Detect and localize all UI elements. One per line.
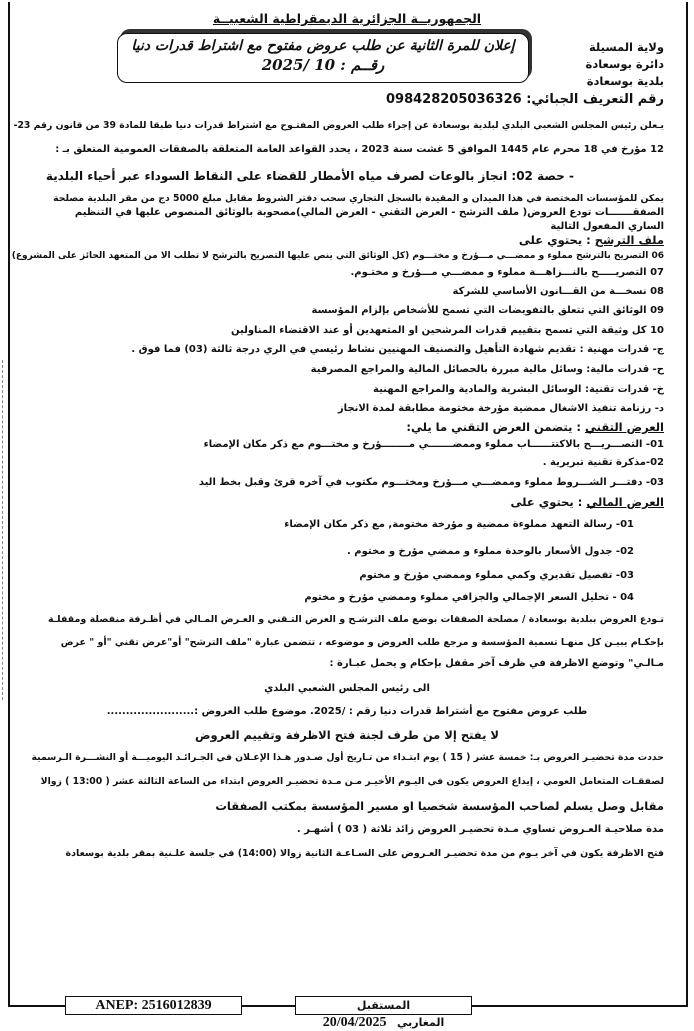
deposit-line: تـودع العروض ببلدية بوسعادة / مصلحة الصفقات بوضع ملف الترشـح و العرض التـقني و العـرض المـالي في أظـرفة منفصلة ومقفلـة — [47, 614, 664, 625]
baladiya-label: بلدية بوسعادة — [586, 74, 664, 88]
financial-heading-suffix: : يحتوي على — [510, 495, 583, 509]
candidacy-item: 06 التصريح بالترشح مملوء و ممضـــي مـــؤرخ و مختـــوم (كل الوثائق التي ينص عليها التصريح بالترشح لا تطلب الا من المتعهد الحائز على المشروع) — [11, 251, 664, 261]
scan-edge-artifact — [2, 360, 4, 700]
intro-line: يـعلن رئيس المجلس الشعبي البلدي لبلدية بوسعادة عن إجراء طلب العروض المفتـوح مع اشتراط قدرات دنيا طبقا للمادة 39 من قانون رقم 23- — [13, 120, 664, 131]
financial-capacity: ح- قدرات مالية: وسائل مالية مبررة بالحصائل المالية والمراجع المصرفية — [310, 364, 664, 375]
publication-date: 20/04/2025 — [322, 1015, 387, 1030]
announcement-number: رقــم : 10 /2025 — [261, 56, 385, 74]
technical-heading-suffix: : يتضمن العرض التقني ما يلي: — [406, 420, 582, 434]
closing-line: لصفقـات المتعامل العومي ، إيداع العروض يكون في اليـوم الأخيـر مـن مـدة تحضيـر العروض ابتداء من الساعة الثالثة عشر ( 13:00 ) زوالا — [40, 776, 664, 787]
financial-item: 01- رسالة التعهد مملوءة ممضية و مؤرخة مختومة, مع ذكر مكان الإمضاء — [284, 519, 634, 530]
announcement-title: إعلان للمرة الثانية عن طلب عروض مفتوح مع اشتراط قدرات دنيا — [131, 38, 515, 54]
candidacy-item: 09 الوثائق التي تتعلق بالتفويضات التي تسمح للأشخاص بإلزام المؤسسة — [311, 305, 664, 316]
deposit-line: مـالـي" وتوضع الاظرفة في ظرف آخر مقفل بإحكام و يحمل عبـارة : — [329, 658, 664, 669]
envelope-warning: لا يفتح إلا من طرف لجنة فتح الاظرفة وتقييم العروض — [195, 728, 499, 742]
technical-capacity: خ- قدرات تقنية: الوسائل البشرية والمادية والمراجع المهنية — [373, 384, 664, 395]
works-schedule: د- رزنامة تنفيذ الاشغال ممضية مؤرخة مختومة مطابقة لمدة الانجاز — [337, 403, 664, 414]
technical-heading-label: العرض التقني — [585, 420, 664, 434]
newspaper-name: المستقبل المغاربي — [356, 999, 445, 1029]
envelope-subject: طلب عروض مفتوح مع أشتراط قدرات دنيا رقم : /2025. موضوع طلب العروض :....................... — [106, 706, 588, 717]
publication-box — [295, 996, 472, 1030]
financial-item: 03- تفصيل تقديري وكمي مملوء وممضي مؤرخ و مختوم — [359, 570, 634, 581]
anep-reference: ANEP: 2516012839 — [65, 996, 242, 1015]
tax-id: رقم التعريف الجبائي: 098428205036326 — [385, 92, 664, 107]
daira-label: دائرة بوسعادة — [585, 57, 664, 71]
financial-item: 02- جدول الأسعار بالوحدة مملوء و ممضي مؤرخ و مختوم . — [346, 546, 634, 557]
availability-line: الصفقـــــــات تودع العروض( ملف الترشح - العرض التقني - العرض المالي)مصحوبة بالوثائق المنصوص عليها في التنظيم — [74, 207, 664, 218]
candidacy-heading-label: ملف الترشح — [594, 233, 664, 247]
technical-item: 01- التصـــريـــح بالاكتتــــــاب مملوء وممضـــــــي مــــــــؤرخ و مختـــوم مع ذكر مكان الإمضاء — [203, 439, 664, 450]
candidacy-heading — [519, 233, 664, 247]
intro-line: 12 مؤرخ في 18 محرم عام 1445 الموافق 5 غشت سنة 2023 ، يحدد القواعد العامة المتعلقة بالصفقات العمومية المتعلق بـ : — [55, 144, 664, 155]
availability-line: الساري المفعول التالية — [550, 221, 664, 232]
announcement-banner — [117, 33, 529, 83]
professional-capacity: ج- قدرات مهنية : تقديم شهادة التأهيل والتصنيف المهنيين نشاط رئيسي في الري درجة ثالثة (03) فما فوق . — [131, 344, 664, 355]
financial-item: 04 - تحليل السعر الإجمالي والجزافي مملوء وممضي مؤرخ و مختوم — [304, 592, 634, 603]
candidacy-item: 10 كل وثيقة التي تسمح بتقييم قدرات المرشحين او المتعهدين أو عند الاقتضاء المناولين — [230, 325, 664, 336]
republic-title: الجمهوريــة الجزائرية الديمقراطية الشعبيــة — [212, 11, 482, 26]
closing-line: فتح الاظرفة يكون في آخر يـوم من مدة تحضيـر العـروض على السـاعـة الثانية زوالا (14:00) في جلسة علـنية بمقر بلدية بوسعادة — [65, 848, 664, 859]
deposit-line: بإحكـام يبيـن كل منهـا تسمية المؤسسة و مرجع طلب العروض و موضوعه ، تتضمن عبارة "ملف الترشح" أو"عرض تقني "أو " عرض — [60, 637, 664, 648]
candidacy-item: 08 نسخـــة من القـــانون الأساسي للشركة — [452, 286, 664, 297]
wilaya-label: ولاية المسيلة — [588, 40, 664, 54]
financial-heading-label: العرض المالي — [586, 495, 664, 509]
envelope-recipient: الى رئيس المجلس الشعبي البلدي — [264, 683, 430, 694]
financial-heading — [511, 495, 664, 509]
closing-line: مدة صلاحيـة العـروض تساوي مـدة تحضيـر العروض زائد ثلاثة ( 03 ) أشهـر . — [296, 824, 664, 835]
availability-line: يمكن للمؤسسات المختصة في هذا الميدان و المقيدة بالسجل التجاري سحب دفتر الشروط مقابل مبلغ 5000 دج من مقر البلدية مصلحة — [53, 193, 664, 204]
technical-heading — [406, 420, 664, 434]
technical-item: 02-مذكرة تقنية تبريرية . — [542, 457, 664, 468]
technical-item: 03- دفتـــر الشـــروط مملوء وممضـــي مـــؤرخ ومختـــوم مكتوب في آخره قرئ وقبل بخط اليد — [198, 477, 664, 488]
closing-line: مقابل وصل يسلم لصاحب المؤسسة شخصيا او مسير المؤسسة بمكتب الصفقات — [215, 799, 664, 813]
lot-title: - حصة 02: انجاز بالوعات لصرف مياه الأمطار للقضاء على النقاط السوداء عبر أحياء البلدية — [45, 169, 574, 183]
candidacy-item: 07 التصريـــــح بالنـــزاهـــة مملوء و ممضـــي مـــؤرخ و مختـوم. — [350, 267, 664, 278]
candidacy-heading-suffix: : يحتوي على — [518, 233, 591, 247]
closing-line: حددت مدة تحضيـر العروض بـ: خمسة عشر ( 15 ) يوم ابتـداء من تـاريخ أول صـدور هـذا الإعـلان في الجـرائـد اليوميـــة أو النشـــرة الـرسمية — [31, 752, 664, 763]
